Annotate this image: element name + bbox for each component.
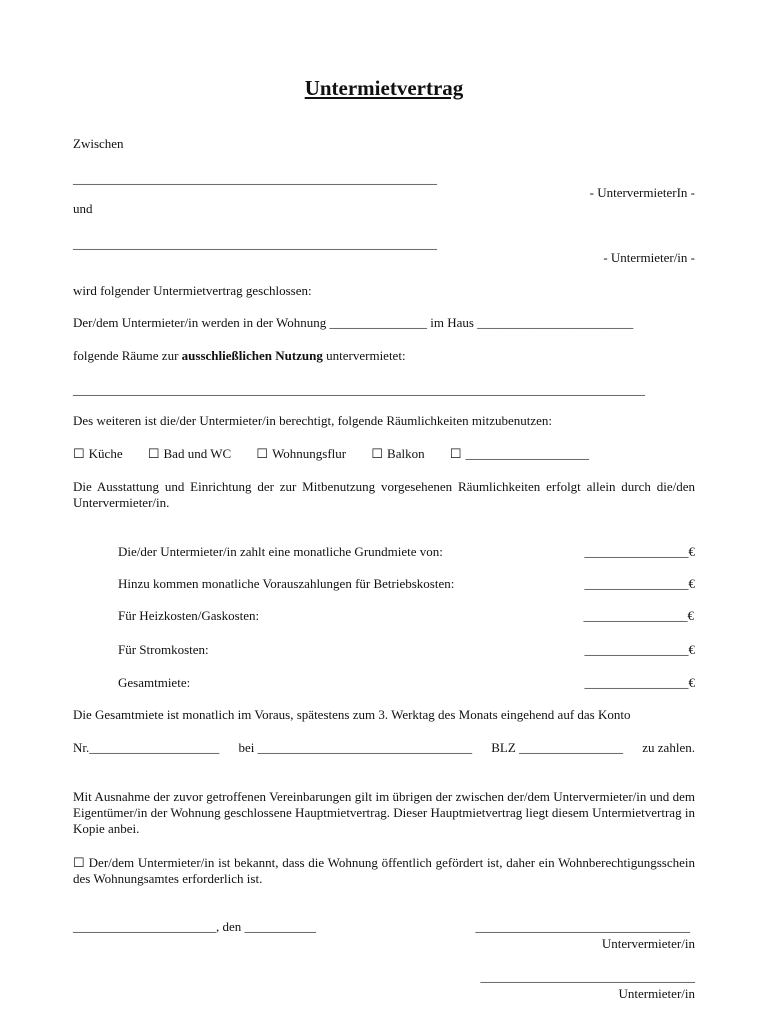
rent-amount-1: ________________€ bbox=[584, 544, 695, 559]
rent-label-4: Für Stromkosten: bbox=[118, 642, 209, 657]
rent-label-5: Gesamtmiete: bbox=[118, 675, 191, 690]
checkbox-icon[interactable]: ☐ bbox=[449, 446, 462, 461]
payment-end: zu zahlen. bbox=[642, 740, 695, 755]
apartment-prefix: Der/dem Untermieter/in werden in der Wohnung bbox=[73, 315, 327, 330]
house-label: im Haus bbox=[430, 315, 474, 330]
subtenant-name-line: ________________________________________________________ bbox=[73, 236, 437, 251]
checkbox-icon[interactable]: ☐ bbox=[147, 446, 160, 461]
rent-amount-2: ________________€ bbox=[584, 576, 695, 591]
subletter-role: - UntervermieterIn - bbox=[589, 185, 695, 200]
subtenant-role: - Untermieter/in - bbox=[603, 250, 695, 265]
exclusive-bold: ausschließlichen Nutzung bbox=[181, 348, 323, 363]
shared-options-row bbox=[73, 446, 611, 462]
place-date-line: ______________________, den ___________ bbox=[73, 919, 317, 934]
exclusive-prefix: folgende Räume zur bbox=[73, 348, 179, 363]
account-line bbox=[73, 740, 695, 756]
rent-amount-4: ________________€ bbox=[584, 642, 695, 657]
option-other[interactable]: ☐ ___________________ bbox=[449, 446, 589, 461]
rent-amount-5: ________________€ bbox=[584, 675, 695, 690]
subtenant-signature-label: Untermieter/in bbox=[618, 986, 695, 1001]
apartment-blank: _______________ bbox=[329, 315, 427, 330]
option-hallway[interactable]: ☐ Wohnungsflur bbox=[256, 446, 347, 461]
checkbox-icon[interactable]: ☐ bbox=[73, 446, 85, 461]
option-bath[interactable]: ☐ Bad und WC bbox=[147, 446, 232, 461]
main-lease-paragraph: Mit Ausnahme der zuvor getroffenen Vereinbarungen gilt im übrigen der zwischen der/dem Untervermieter/in und dem Eigentümer/in der Wohnung geschlossene Hauptmietvertrag. Dieser Hauptmietvertrag liegt diesem Untermietvertrag in Kopie anbei. bbox=[73, 789, 695, 836]
furnishing-paragraph: Die Ausstattung und Einrichtung der zur Mitbenutzung vorgesehenen Räumlichkeiten erfolgt allein durch die/den Untervermieter/in. bbox=[73, 479, 695, 510]
apartment-line bbox=[73, 315, 633, 331]
checkbox-icon[interactable]: ☐ bbox=[73, 855, 85, 870]
and-label: und bbox=[73, 201, 93, 216]
checkbox-icon[interactable]: ☐ bbox=[371, 446, 384, 461]
subletter-signature-label: Untervermieter/in bbox=[601, 936, 695, 951]
bank-name: bei _________________________________ bbox=[238, 740, 473, 755]
subtenant-signature-line: _________________________________ bbox=[480, 969, 695, 984]
shared-intro: Des weiteren ist die/der Untermieter/in berechtigt, folgende Räumlichkeiten mitzubenutzen: bbox=[73, 413, 553, 428]
rent-label-1: Die/der Untermieter/in zahlt eine monatliche Grundmiete von: bbox=[118, 544, 443, 559]
option-balcony[interactable]: ☐ Balkon bbox=[371, 446, 425, 461]
house-blank: ________________________ bbox=[477, 315, 634, 330]
between-label: Zwischen bbox=[73, 136, 124, 151]
subletter-name-line: ________________________________________________________ bbox=[73, 171, 437, 186]
rent-amount-3: ________________€ bbox=[583, 608, 694, 623]
payment-text: Die Gesamtmiete ist monatlich im Voraus, spätestens zum 3. Werktag des Monats eingehend auf das Konto bbox=[73, 707, 631, 722]
account-number: Nr.____________________ bbox=[73, 740, 220, 755]
exclusive-rooms-line bbox=[73, 348, 406, 364]
exclusive-suffix: untervermietet: bbox=[326, 348, 406, 363]
checkbox-icon[interactable]: ☐ bbox=[256, 446, 269, 461]
document-title: Untermietvertrag bbox=[304, 76, 464, 100]
subsidized-paragraph: ☐ Der/dem Untermieter/in ist bekannt, dass die Wohnung öffentlich gefördert ist, daher ein Wohnberechtigungsschein des Wohnungsamtes erforderlich ist. bbox=[73, 855, 695, 886]
subletter-signature-line: _________________________________ bbox=[475, 919, 690, 934]
rent-label-2: Hinzu kommen monatliche Vorauszahlungen für Betriebskosten: bbox=[118, 576, 455, 591]
option-kitchen[interactable]: ☐ Küche bbox=[73, 446, 123, 461]
rent-label-3: Für Heizkosten/Gaskosten: bbox=[118, 608, 260, 623]
exclusive-rooms-blank: ________________________________________________________________________________________ bbox=[73, 382, 645, 397]
intro-text: wird folgender Untermietvertrag geschlossen: bbox=[73, 283, 312, 298]
bank-code: BLZ ________________ bbox=[491, 740, 624, 755]
